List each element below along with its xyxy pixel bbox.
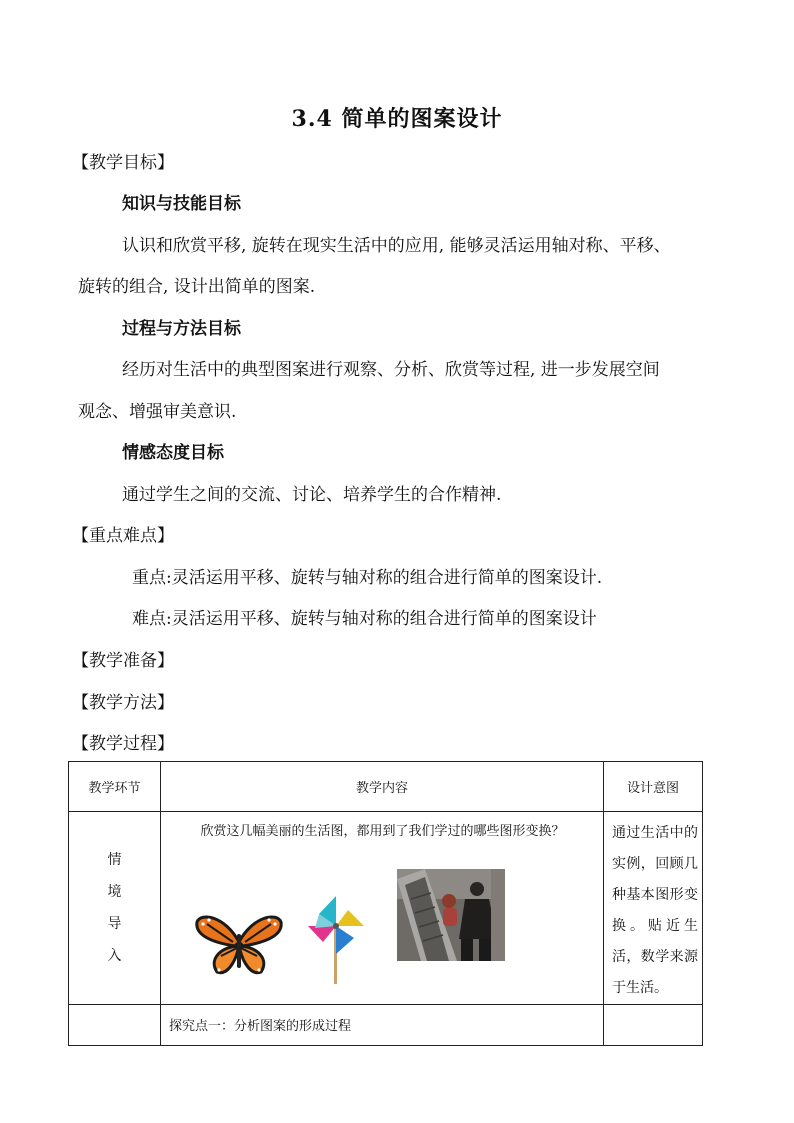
knowledge-goal-text-2: 旋转的组合, 设计出简单的图案.	[78, 277, 316, 297]
content-question: 欣赏这几幅美丽的生活图，都用到了我们学过的哪些图形变换？	[200, 824, 565, 839]
stage-char: 情	[107, 852, 122, 868]
stage-char: 入	[107, 948, 122, 964]
intent-cell	[604, 812, 703, 1005]
header-intent: 设计意图	[604, 762, 703, 812]
header-stage: 教学环节	[69, 762, 161, 812]
key-difficult-heading: 【重点难点】	[72, 526, 174, 546]
explore-point-text: 探究点一：分析图案的形成过程	[169, 1019, 352, 1034]
page-title: 3.4 简单的图案设计	[291, 106, 503, 132]
method-heading: 【教学方法】	[72, 693, 174, 713]
butterfly-photo	[195, 912, 283, 976]
process-goal-text-1: 经历对生活中的典型图案进行观察、分析、欣赏等过程, 进一步发展空间	[122, 360, 660, 380]
difficult-point: 难点:灵活运用平移、旋转与轴对称的组合进行简单的图案设计	[132, 609, 597, 629]
butterfly-icon	[197, 917, 281, 973]
pinwheel-photo	[301, 892, 371, 984]
stage-cell	[69, 812, 161, 1005]
intent-cell-empty	[604, 1005, 703, 1046]
table-row	[69, 1005, 703, 1046]
content-cell	[161, 812, 604, 1005]
emotion-goal-text: 通过学生之间的交流、讨论、培养学生的合作精神.	[122, 485, 502, 505]
teaching-process-table	[68, 761, 703, 1046]
stage-char: 导	[107, 916, 122, 932]
content-cell	[161, 1005, 604, 1046]
teaching-goals-heading: 【教学目标】	[72, 153, 174, 173]
pinwheel-icon	[308, 896, 364, 984]
intent-text: 通过生活中的实例，回顾几种基本图形变换。贴近生活，数学来源于生活。	[612, 825, 698, 996]
process-goal-text-2: 观念、增强审美意识.	[78, 402, 237, 422]
process-goal-heading: 过程与方法目标	[122, 319, 241, 339]
table-header-row	[69, 762, 703, 812]
table-row	[69, 812, 703, 1005]
key-point: 重点:灵活运用平移、旋转与轴对称的组合进行简单的图案设计.	[132, 568, 603, 588]
knowledge-goal-text-1: 认识和欣赏平移, 旋转在现实生活中的应用, 能够灵活运用轴对称、平移、	[122, 236, 671, 256]
escalator-photo	[397, 869, 505, 961]
stage-label	[107, 844, 123, 972]
header-content: 教学内容	[161, 762, 604, 812]
stage-cell-empty	[69, 1005, 161, 1046]
preparation-heading: 【教学准备】	[72, 651, 174, 671]
stage-char: 境	[107, 884, 122, 900]
process-heading: 【教学过程】	[72, 734, 174, 754]
knowledge-goal-heading: 知识与技能目标	[122, 194, 241, 214]
emotion-goal-heading: 情感态度目标	[122, 443, 224, 463]
